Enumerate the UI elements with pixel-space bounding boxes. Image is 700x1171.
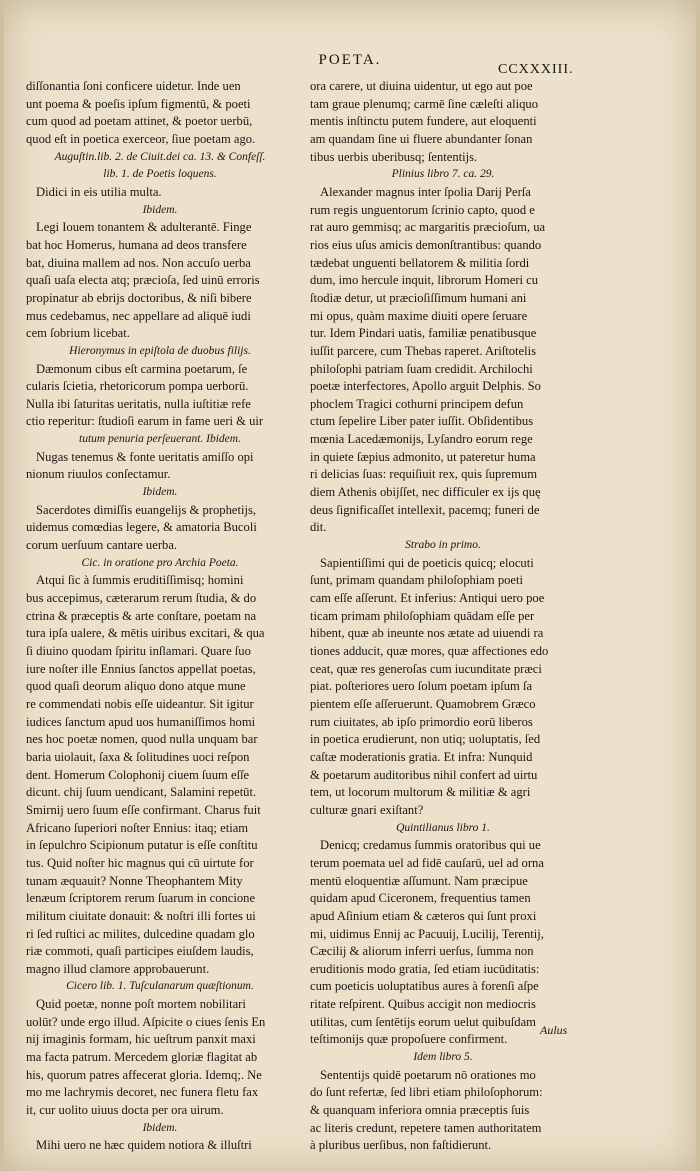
text-line: Alexander magnus inter ſpolia Darij Perſa <box>320 184 531 199</box>
text-line: caſtæ moderationis gratia. Et infra: Nunquid <box>310 749 533 764</box>
text-line: Plinius libro 7. ca. 29. <box>391 168 495 181</box>
text-line: utilitas, cum ſentētijs eorum uelut quibuſdam <box>310 1014 536 1029</box>
text-line: rat auro gemmisq; ac margaritis præcioſum, ua <box>310 220 546 235</box>
text-line: propinatur ab ebrijs doctoribus, & niſi bibere <box>26 290 252 305</box>
text-line: iure noſter ille Ennius ſanctos appellat poetas, <box>26 661 256 676</box>
text-line: dum, imo hercule inquit, librorum Homeri cu <box>310 273 539 288</box>
text-line: Nulla ibi ſaturitas ueritatis, nulla iuſtitiæ refe <box>26 396 251 411</box>
text-line: Africano ſuperiori noſter Ennius: itaq; etiam <box>26 820 249 835</box>
text-line: ctio reperitur: ſtudioſi earum in fame ueri & uir <box>26 414 264 429</box>
text-line: Auguſtin.lib. 2. de Ciuit.dei ca. 13. & Confeſſ. <box>54 150 266 163</box>
text-line: apud Aſinium etiam & cæteros qui ſunt proxi <box>310 908 537 923</box>
text-line: Sententijs quidē poetarum nō orationes mo <box>320 1067 536 1082</box>
text-line: rum ciuitates, ab ipſo primordio eorū liberos <box>310 714 533 729</box>
text-line: diſſonantia ſoni conficere uidetur. Inde uen <box>26 79 241 93</box>
text-line: iuſſit parcere, cum Thebas raperet. Ariſtotelis <box>310 343 537 358</box>
text-line: nionum riuulos conſectamur. <box>26 467 171 482</box>
text-line: Ibidem. <box>142 486 178 499</box>
text-line: corum uerſuum cantare uerba. <box>26 538 178 553</box>
text-line: Hieronymus in epiſtola de duobus filijs. <box>69 344 251 357</box>
text-line: mi, uidimus Ennij ac Pacuuij, Lucilij, Terentij, <box>310 926 544 941</box>
text-line: ceat, quæ res generoſas cum iucunditate præci <box>310 661 542 676</box>
text-line: & poetarum auditoribus nihil confert ad uirtu <box>310 767 538 782</box>
text-line: cularis ſcietia, rhetoricorum pompa uerborū. <box>26 379 249 394</box>
left-column <box>26 78 294 1155</box>
text-line: tibus uerbis uberibusq; ſententijs. <box>310 149 478 164</box>
text-line: quidam apud Ciceronem, frequentius tamen <box>310 891 531 906</box>
text-line: lenæum ſcriptorem rerum ſuarum in concione <box>26 891 256 906</box>
text-line: mus cedebamus, nec appellare ad aliquē iudi <box>26 308 251 323</box>
text-line: nes hoc poetæ nomen, quod nulla unquam bar <box>26 732 258 747</box>
text-line: ctrina & præceptis & arte conſtare, poetam na <box>26 608 257 623</box>
text-line: quod quaſi deorum aliquo dono atque mune <box>26 679 246 694</box>
text-line: ri delicias ſuas: requiſiuit rex, quis ſupremum <box>310 467 537 482</box>
text-line: ma facta patrum. Mercedem gloriæ flagitat ab <box>26 1050 258 1065</box>
text-line: hibent, quæ ab ineunte nos ætate ad uiuendi ra <box>310 626 544 641</box>
text-line: ac literis credunt, repetere tamen authoritatem <box>310 1120 542 1135</box>
text-line: uidemus comœdias legere, & amatoria Bucoli <box>26 520 257 535</box>
text-line: phoclem Tragici cothurni principem defun <box>310 396 524 411</box>
text-line: mi opus, quàm maxime diuiti opere ſeruare <box>310 308 528 323</box>
text-line: Legi Iouem tonantem & adulterantē. Finge <box>36 220 252 235</box>
text-line: Strabo in primo. <box>405 539 481 552</box>
text-line: Nugas tenemus & fonte ueritatis amiſſo opi <box>36 449 254 464</box>
text-line: quaſi uaſa electa atq; præcioſa, ſed uinū erroris <box>26 273 260 288</box>
text-line: piat. poſteriores uero ſolum poetam ipſum ſa <box>310 679 533 694</box>
text-line: Sapientiſſimi qui de poeticis quicq; elocuti <box>320 555 534 570</box>
text-line: poetæ interfectores, Apollo arguit Delphis. So <box>310 379 541 394</box>
catchword: Aulus <box>540 1023 568 1037</box>
text-line: bat, diuina mallem ad nos. Non accuſo uerba <box>26 255 251 270</box>
text-line: tunam æquauit? Nonne Theophantem Mity <box>26 873 243 888</box>
text-line: mœnia Lacedæmonijs, Lyſandro eorum rege <box>310 432 533 447</box>
text-line: Ibidem. <box>142 203 178 216</box>
folio-number: CCXXXIII. <box>498 62 574 77</box>
text-line: bus accepimus, cæterarum rerum ſtudia, & do <box>26 591 257 606</box>
text-line: Atqui ſic à ſummis eruditiſſimisq; homini <box>36 573 244 588</box>
text-line: tus. Quid noſter hic magnus qui cū uirtute for <box>26 855 254 870</box>
text-line: Cic. in oratione pro Archia Poeta. <box>81 556 239 569</box>
text-line: pientem eſſe aſſeruerunt. Quamobrem Græco <box>310 696 536 711</box>
text-line: rum regis unguentorum ſcrinio capto, quod e <box>310 202 535 217</box>
text-line: deus ſignificaſſet intellexit, pacemq; funeri de <box>310 502 540 517</box>
text-line: cem ſobrium licebat. <box>26 326 130 341</box>
text-line: dit. <box>310 520 327 535</box>
text-line: militum ciuitate donauit: & noſtri illi fortes ui <box>26 908 256 923</box>
text-line: mo me lachrymis decoret, nec funera fletu fax <box>26 1085 259 1100</box>
text-line: riæ commoti, quaſi participes eiuſdem laudis, <box>26 944 254 959</box>
book-page <box>4 0 696 1171</box>
text-line: rios eius uſus amicis demonſtrantibus: quando <box>310 237 542 252</box>
text-line: Mihi uero ne hæc quidem notiora & illuſtri <box>36 1138 252 1153</box>
text-line: ſi diuino quodam ſpiritu inſlamari. Quare ſuo <box>26 644 251 658</box>
text-line: Ibidem. <box>142 1121 178 1134</box>
text-line: tur. Idem Pindari uatis, familiæ penatibusque <box>310 326 537 341</box>
text-line: Sacerdotes dimiſſis euangelijs & prophetijs, <box>36 502 257 517</box>
text-line: re commendati nobis eſſe uideantur. Sit igitur <box>26 696 254 711</box>
text-line: Cæcilij & aliorum inferri uerſus, ſumma non <box>310 944 534 959</box>
text-line: Smirnij uero ſuum eſſe confirmant. Charus fuit <box>26 802 261 817</box>
text-line: philoſophi patriam ſuam credidit. Archilochi <box>310 361 533 376</box>
text-line: diem Athenis obijſſet, nec difficuler ex ijs quę <box>310 485 541 500</box>
text-line: his, quorum patres affecerat gloria. Idemq;. Ne <box>26 1067 262 1082</box>
text-line: Cicero lib. 1. Tuſculanarum quæſtionum. <box>66 980 254 993</box>
text-line: tam graue plenumq; carmē ſine cæleſti aliquo <box>310 96 539 111</box>
text-line: dicunt. chij ſuum uendicant, Salamini repetūt. <box>26 785 257 800</box>
text-line: tura ipſa ualere, & mētis uiribus excitari, & qua <box>26 626 265 641</box>
text-line: am quandam ſine ui fluere abundanter ſonan <box>310 131 533 146</box>
text-line: tædebat unguenti bellatorem & militia ſordi <box>310 255 530 270</box>
text-line: in poetica erudierunt, non utiq; uoluptatis, ſed <box>310 732 541 747</box>
text-line: magno illud clamore approbauerunt. <box>26 961 210 976</box>
text-line: ritate reſpirent. Quibus accigit non mediocris <box>310 997 536 1012</box>
text-line: Quintilianus libro 1. <box>396 821 490 834</box>
text-line: cum poeticis uoluptatibus aures à forenſi aſpe <box>310 979 539 994</box>
text-line: bat hoc Homerus, humana ad deos transfere <box>26 237 247 252</box>
text-line: ſtodiæ detur, ut præcioſiſſimum humani ani <box>310 290 527 305</box>
text-line: culturæ gnari exiſtant? <box>310 802 424 817</box>
text-line: Denicq; credamus ſummis oratoribus qui ue <box>320 838 541 853</box>
text-line: teſtimonijs quæ propoſuere confirment. <box>310 1032 508 1047</box>
text-line: iudices ſanctum apud uos humaniſſimos homi <box>26 714 256 729</box>
text-line: mentis inſtinctu putem fundere, aut eloquenti <box>310 114 537 129</box>
running-head-title: POETA. <box>318 52 382 68</box>
text-line: nij imaginis formam, hic ueſtrum panxit maxi <box>26 1032 256 1047</box>
text-line: terum poemata uel ad fidē cauſarū, uel ad orna <box>310 855 544 870</box>
text-line: tutum penuria perſeuerant. Ibidem. <box>79 433 241 446</box>
text-line: eruditionis modo gratia, ſed etiam iucūditatis: <box>310 961 540 976</box>
text-line: in quiete ſæpius admonito, ut pateretur huma <box>310 449 536 464</box>
text-line: quod eſt in poetica exerceor, ſiue poetam ago. <box>26 131 256 146</box>
text-line: lib. 1. de Poetis loquens. <box>103 168 217 181</box>
text-line: ticam primam philoſophiam quādam eſſe per <box>310 608 535 623</box>
text-line: cam eſſe aſſerunt. Et inferius: Antiqui uero poe <box>310 591 545 606</box>
text-line: it, cur uolito uiuus docta per ora uirum. <box>26 1103 224 1118</box>
text-line: cum quod ad poetam attinet, & poetor uerbū, <box>26 114 253 129</box>
text-line: ri ſed ruſtici ac milites, dulcedine quadam glo <box>26 926 255 941</box>
right-column <box>310 78 576 1155</box>
text-line: unt poema & poeſis ipſum figmentū, & poeti <box>26 96 251 111</box>
text-line: uolūt? unde ergo illud. Aſpicite o ciues ſenis En <box>26 1014 266 1029</box>
text-line: dent. Homerum Colophonij ciuem ſuum eſſe <box>26 767 250 782</box>
text-line: & quanquam inferiora omnia præceptis ſuis <box>310 1103 530 1118</box>
text-line: in ſepulchro Scipionum putatur is eſſe conſtitu <box>26 838 258 853</box>
text-line: à pluribus uerſibus, non faſtidierunt. <box>310 1138 492 1153</box>
text-line: Quid poetæ, nonne poſt mortem nobilitari <box>36 997 246 1012</box>
text-line: Didici in eis utilia multa. <box>36 184 162 199</box>
text-line: Idem libro 5. <box>413 1051 473 1064</box>
text-line: tem, ut locorum multorum & militiæ & agri <box>310 785 531 800</box>
text-line: ctum ſepelire Liber pater iuſſit. Obſidentibus <box>310 414 534 429</box>
text-line: ora carere, ut diuina uidentur, ut ego aut poe <box>310 79 533 93</box>
text-line: tiones adducit, quæ mores, quæ affectiones edo <box>310 644 549 658</box>
text-line: Dæmonum cibus eſt carmina poetarum, ſe <box>36 361 248 376</box>
text-line: baria uiolauit, ſaxa & ſolitudines uoci reſpon <box>26 749 250 764</box>
text-line: mentū eloquentiæ aſſumunt. Nam præcipue <box>310 873 528 888</box>
text-line: ſunt, primam quandam philoſophiam poeti <box>310 573 524 588</box>
text-line: do ſunt refertæ, ſed libri etiam philoſophorum: <box>310 1085 543 1100</box>
